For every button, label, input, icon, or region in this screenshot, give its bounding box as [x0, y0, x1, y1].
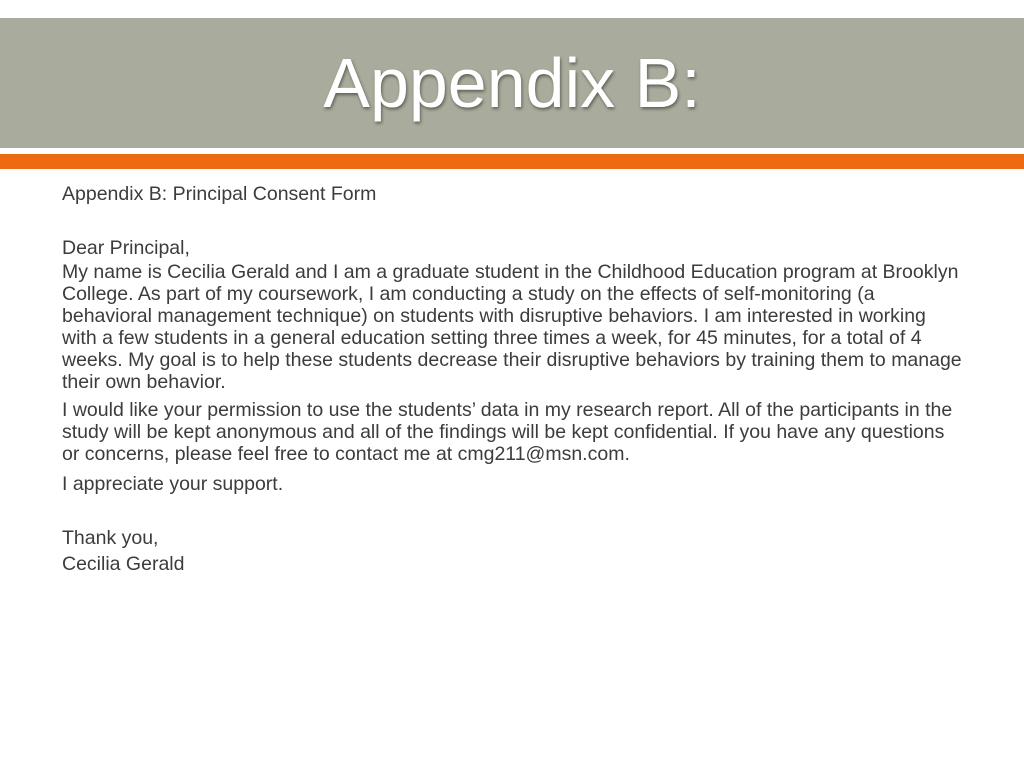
letter-salutation: Dear Principal, [62, 237, 190, 259]
letter-signature: Cecilia Gerald [62, 553, 185, 575]
spacer [62, 207, 962, 235]
letter-body [62, 181, 962, 577]
letter-paragraph-2: I would like your permission to use the students’ data in my research report. All of the participants in the study will be kept anonymous and all of the findings will be kept confidential. If you have any questions or concerns, please feel free to contact me at cmg211@msn.com. [62, 399, 953, 465]
slide-title: Appendix B: [323, 44, 701, 122]
letter-heading: Appendix B: Principal Consent Form [62, 183, 377, 205]
letter-appreciation: I appreciate your support. [62, 473, 284, 495]
accent-bar [0, 154, 1024, 169]
spacer [62, 497, 962, 525]
letter-closing: Thank you, [62, 527, 159, 549]
letter-paragraph-1: My name is Cecilia Gerald and I am a graduate student in the Childhood Education program at Brooklyn College. As part of my coursework, I am conducting a study on the effects of self-monitoring (a behavioral management technique) on students with disruptive behaviors. I am interested in working with a few students in a general education setting three times a week, for 45 minutes, for a total of 4 weeks. My goal is to help these students decrease their disruptive behaviors by training them to manage their own behavior. [62, 261, 962, 393]
title-bar [0, 18, 1024, 148]
